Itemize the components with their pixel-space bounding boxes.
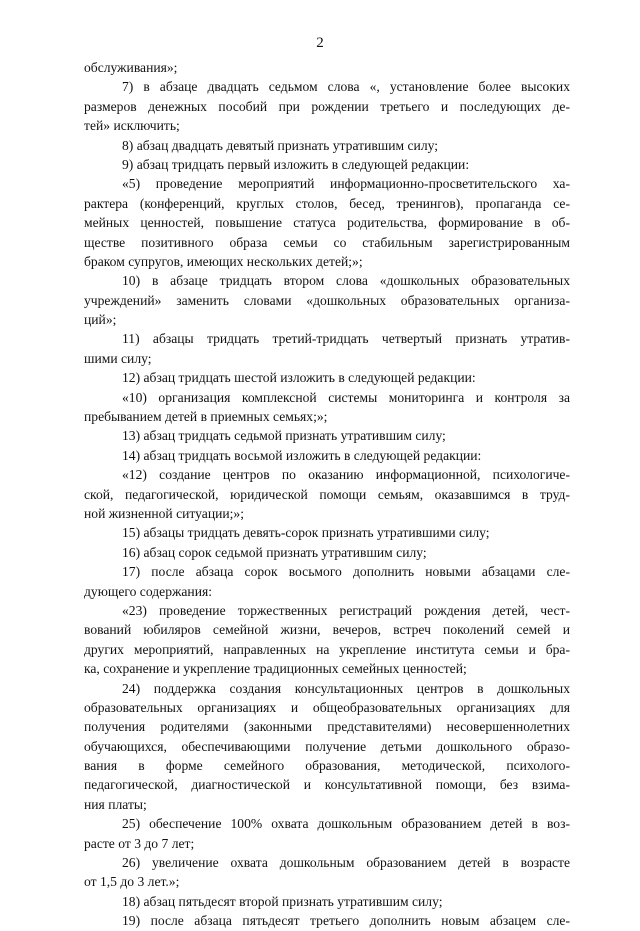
text-line: педагогической, диагностической и консультативной помощи, без взима- <box>84 777 570 793</box>
text-line: браком супругов, имеющих нескольких детей;»; <box>84 253 363 269</box>
text-line: 16) абзац сорок седьмой признать утратившим силу; <box>122 544 427 560</box>
text-line: образовательных организациях и общеобразовательных организациях для <box>84 699 570 715</box>
text-line: обучающихся, обеспечивающими получение детьми дошкольного образо- <box>84 738 570 754</box>
text-line: ка, сохранение и укрепление традиционных семейных ценностей; <box>84 661 467 677</box>
text-line: вований юбиляров семейной жизни, вечеров, встреч поколений семей и <box>84 622 570 638</box>
text-line: вания в форме семейного образования, методической, психолого- <box>84 758 570 774</box>
text-line: рактера (конференций, круглых столов, бесед, тренингов), пропаганда се- <box>84 195 570 211</box>
document-body <box>84 58 570 931</box>
text-line: «10) организация комплексной системы мониторинга и контроля за <box>122 389 570 405</box>
text-line: обслуживания»; <box>84 60 178 75</box>
text-line: размеров денежных пособий при рождении третьего и последующих де- <box>84 98 570 114</box>
text-line: 9) абзац тридцать первый изложить в следующей редакции: <box>122 156 470 172</box>
text-line: 26) увеличение охвата дошкольным образованием детей в возрасте <box>122 855 570 871</box>
text-line: 15) абзацы тридцать девять-сорок признать утратившими силу; <box>122 525 490 541</box>
text-line: «23) проведение торжественных регистраций рождения детей, чест- <box>122 602 570 618</box>
text-line: получения родителями (законными представителями) несовершеннолетних <box>84 719 570 735</box>
text-line: 14) абзац тридцать восьмой изложить в следующей редакции: <box>122 447 482 463</box>
page-number: 2 <box>316 35 324 51</box>
text-line: пребыванием детей в приемных семьях;»; <box>84 409 328 425</box>
text-line: 8) абзац двадцать девятый признать утратившим силу; <box>122 137 438 153</box>
text-line: ской, педагогической, юридической помощи семьям, оказавшимся в труд- <box>84 486 570 502</box>
text-line: 10) в абзаце тридцать втором слова «дошкольных образовательных <box>122 273 570 289</box>
text-line: 17) после абзаца сорок восьмого дополнить новыми абзацами сле- <box>122 564 570 580</box>
text-line: ния платы; <box>84 796 147 812</box>
text-line: 25) обеспечение 100% охвата дошкольным образованием детей в воз- <box>122 816 570 832</box>
text-line: от 1,5 до 3 лет.»; <box>84 874 180 890</box>
text-line: 13) абзац тридцать седьмой признать утратившим силу; <box>122 428 446 444</box>
text-line: учреждений» заменить словами «дошкольных образовательных организа- <box>84 292 570 308</box>
text-line: расте от 3 до 7 лет; <box>84 835 195 851</box>
text-line: 18) абзац пятьдесят второй признать утратившим силу; <box>122 893 443 909</box>
text-line: 11) абзацы тридцать третий-тридцать четвертый признать утратив- <box>122 331 570 347</box>
text-line: мейных ценностей, повышение статуса родительства, формирование в об- <box>84 215 570 231</box>
text-line: шими силу; <box>84 350 152 366</box>
text-line: ществе позитивного образа семьи со стабильным зарегистрированным <box>84 234 570 250</box>
text-line: ной жизненной ситуации;»; <box>84 505 245 521</box>
text-line: других мероприятий, направленных на укрепление института семьи и бра- <box>84 641 570 657</box>
text-line: «5) проведение мероприятий информационно-просветительского ха- <box>122 176 570 192</box>
text-line: «12) создание центров по оказанию информационной, психологиче- <box>122 467 570 483</box>
text-line: тей» исключить; <box>84 118 180 134</box>
text-line: дующего содержания: <box>84 583 212 599</box>
text-line: 19) после абзаца пятьдесят третьего дополнить новым абзацем сле- <box>122 913 570 929</box>
text-line: 12) абзац тридцать шестой изложить в следующей редакции: <box>122 370 476 386</box>
text-line: 7) в абзаце двадцать седьмом слова «, установление более высоких <box>122 79 570 95</box>
text-line: 24) поддержка создания консультационных центров в дошкольных <box>122 680 570 696</box>
text-line: ций»; <box>84 312 117 328</box>
